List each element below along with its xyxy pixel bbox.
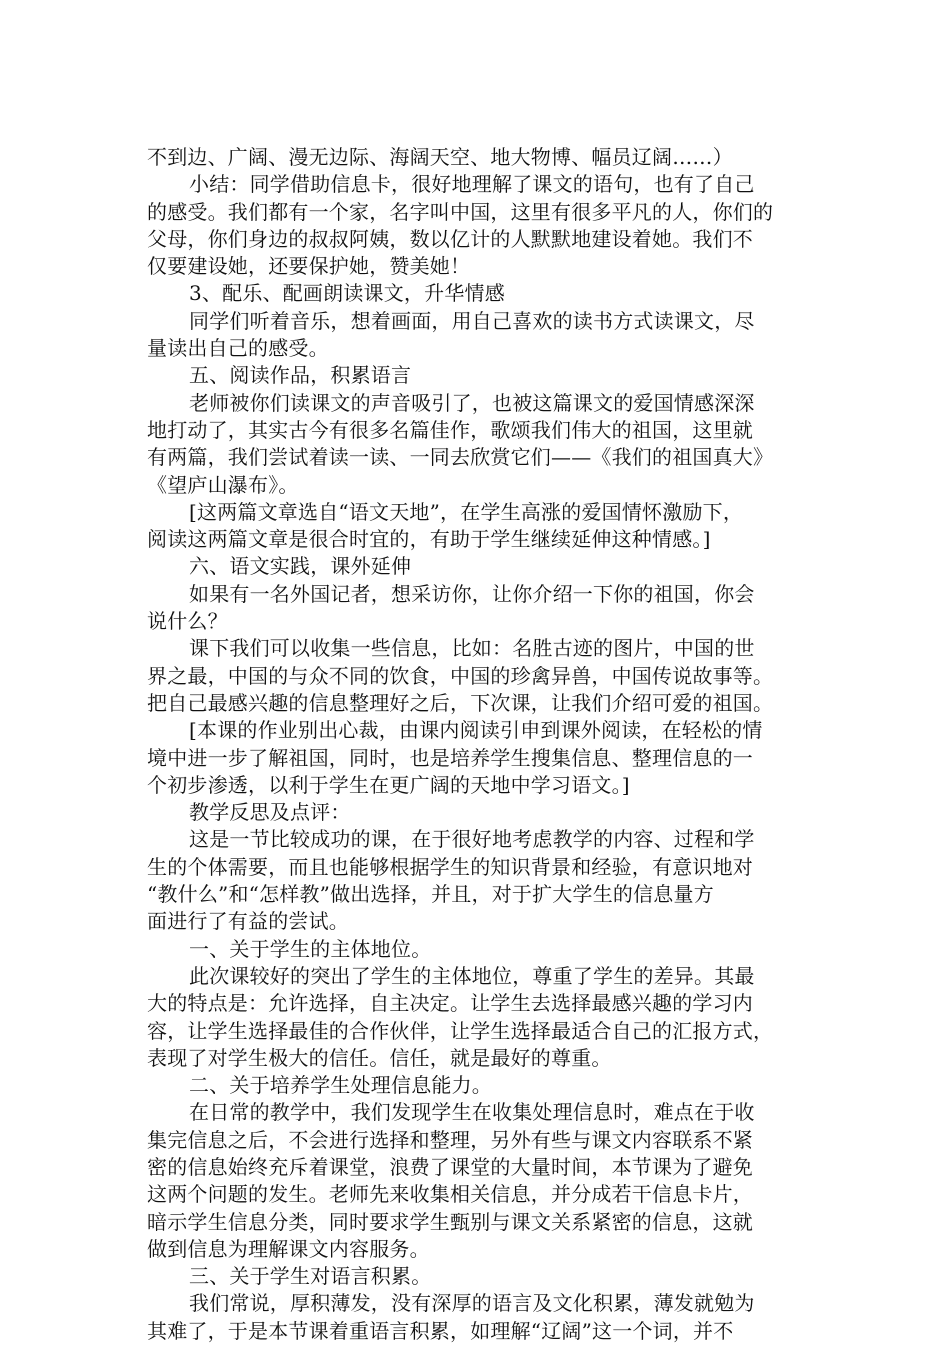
- paragraph-line-indented: 一、关于学生的主体地位。: [189, 936, 432, 961]
- paragraph-line: 父母，你们身边的叔叔阿姨，数以亿计的人默默地建设着她。我们不: [147, 226, 753, 251]
- paragraph-line: 暗示学生信息分类，同时要求学生甄别与课文关系紧密的信息，这就: [147, 1209, 753, 1234]
- paragraph-line: 《望庐山瀑布》。: [147, 472, 299, 497]
- paragraph-line: 地打动了，其实古今有很多名篇佳作，歌颂我们伟大的祖国，这里就: [147, 417, 753, 442]
- paragraph-line: 境中进一步了解祖国，同时，也是培养学生搜集信息、整理信息的一: [147, 745, 753, 770]
- paragraph-line-indented: 三、关于学生对语言积累。: [189, 1264, 432, 1289]
- paragraph-line: 个初步渗透，以利于学生在更广阔的天地中学习语文。]: [147, 772, 630, 797]
- paragraph-line: 有两篇，我们尝试着读一读、一同去欣赏它们——《我们的祖国真大》: [147, 445, 774, 470]
- paragraph-line-indented: 老师被你们读课文的声音吸引了，也被这篇课文的爱国情感深深: [189, 390, 755, 415]
- paragraph-line-indented: 六、语文实践，课外延伸: [189, 554, 412, 579]
- paragraph-line: 界之最，中国的与众不同的饮食，中国的珍禽异兽，中国传说故事等。: [147, 663, 774, 688]
- paragraph-line: “教什么”和“怎样教”做出选择，并且，对于扩大学生的信息量方: [147, 882, 714, 907]
- paragraph-line-indented: 教学反思及点评：: [189, 800, 351, 825]
- paragraph-line: 密的信息始终充斥着课堂，浪费了课堂的大量时间，本节课为了避免: [147, 1154, 753, 1179]
- paragraph-line-indented: 3、配乐、配画朗读课文，升华情感: [189, 281, 505, 306]
- paragraph-line-indented: 我们常说，厚积薄发，没有深厚的语言及文化积累，薄发就勉为: [189, 1291, 755, 1316]
- paragraph-line-indented: 这是一节比较成功的课，在于很好地考虑教学的内容、过程和学: [189, 827, 755, 852]
- paragraph-line: 阅读这两篇文章是很合时宜的，有助于学生继续延伸这种情感。]: [147, 527, 711, 552]
- paragraph-line-indented: 同学们听着音乐，想着画面，用自己喜欢的读书方式读课文，尽: [189, 308, 755, 333]
- paragraph-line: 其难了，于是本节课着重语言积累，如理解“辽阔”这一个词，并不: [147, 1318, 734, 1343]
- paragraph-line: 表现了对学生极大的信任。信任，就是最好的尊重。: [147, 1045, 612, 1070]
- paragraph-line: 大的特点是：允许选择，自主决定。让学生去选择最感兴趣的学习内: [147, 991, 753, 1016]
- paragraph-line: 不到边、广阔、漫无边际、海阔天空、地大物博、幅员辽阔……）: [147, 145, 733, 169]
- paragraph-line-indented: 五、阅读作品，积累语言: [189, 363, 412, 388]
- paragraph-line-indented: 此次课较好的突出了学生的主体地位，尊重了学生的差异。其最: [189, 963, 755, 988]
- document-body: [147, 144, 815, 1345]
- paragraph-line-indented: [本课的作业别出心裁，由课内阅读引申到课外阅读，在轻松的情: [189, 718, 763, 743]
- paragraph-line: 的感受。我们都有一个家，名字叫中国，这里有很多平凡的人，你们的: [147, 199, 774, 224]
- paragraph-line: 量读出自己的感受。: [147, 336, 329, 361]
- paragraph-line: 说什么？: [147, 609, 228, 634]
- paragraph-line-indented: [这两篇文章选自“语文天地”，在学生高涨的爱国情怀激励下，: [189, 499, 744, 524]
- paragraph-line: 容，让学生选择最佳的合作伙伴，让学生选择最适合自己的汇报方式，: [147, 1018, 774, 1043]
- paragraph-line-indented: 在日常的教学中，我们发现学生在收集处理信息时，难点在于收: [189, 1100, 755, 1125]
- paragraph-line: 做到信息为理解课文内容服务。: [147, 1236, 430, 1261]
- paragraph-line: 把自己最感兴趣的信息整理好之后，下次课，让我们介绍可爱的祖国。: [147, 690, 774, 715]
- paragraph-line: 集完信息之后，不会进行选择和整理，另外有些与课文内容联系不紧: [147, 1127, 753, 1152]
- paragraph-line-indented: 如果有一名外国记者，想采访你，让你介绍一下你的祖国，你会: [189, 581, 755, 606]
- paragraph-line-indented: 二、关于培养学生处理信息能力。: [189, 1073, 492, 1098]
- paragraph-line: 面进行了有益的尝试。: [147, 909, 349, 934]
- paragraph-line: 仅要建设她，还要保护她，赞美她！: [147, 254, 471, 279]
- paragraph-line: 这两个问题的发生。老师先来收集相关信息，并分成若干信息卡片，: [147, 1182, 753, 1207]
- paragraph-line: 生的个体需要，而且也能够根据学生的知识背景和经验，有意识地对: [147, 854, 753, 879]
- paragraph-line-indented: 课下我们可以收集一些信息，比如：名胜古迹的图片，中国的世: [189, 636, 755, 661]
- paragraph-line-indented: 小结：同学借助信息卡，很好地理解了课文的语句，也有了自己: [189, 172, 755, 197]
